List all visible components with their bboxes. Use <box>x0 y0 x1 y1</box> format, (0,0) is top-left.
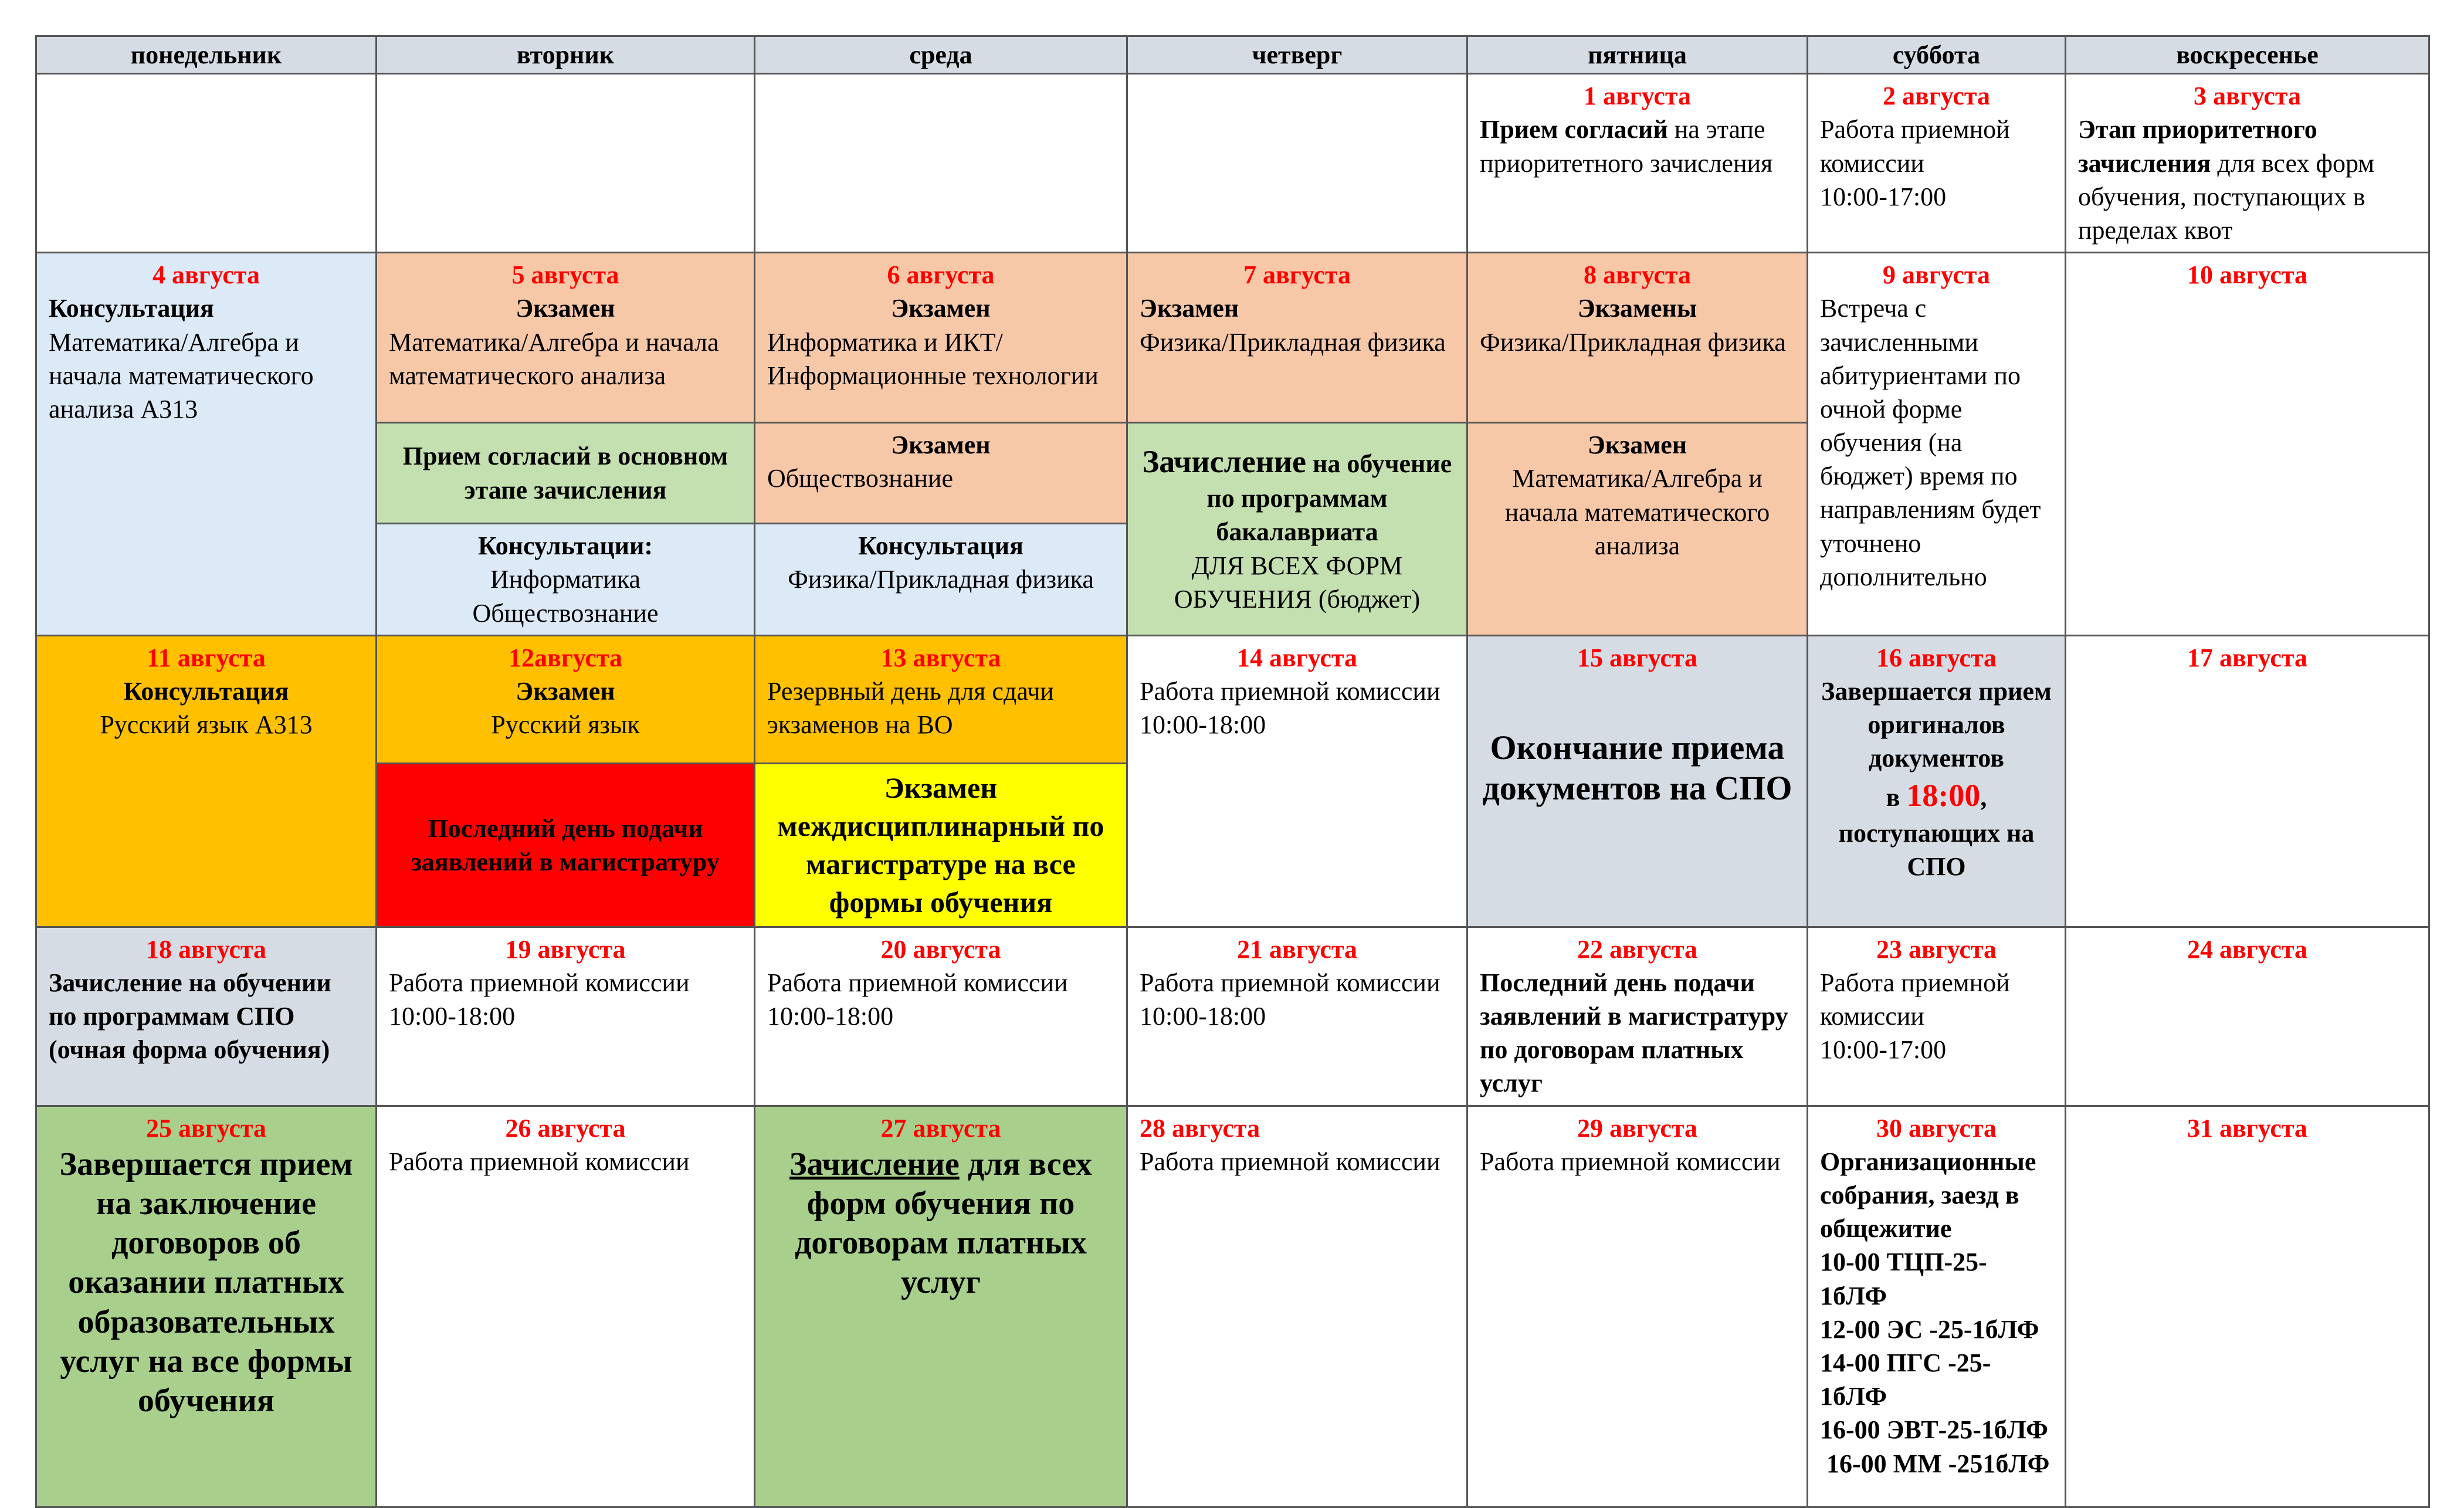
consultations-block <box>377 524 755 636</box>
event-title: Консультация <box>123 676 289 706</box>
event-text: в <box>1886 783 1900 812</box>
header-sunday: воскресенье <box>2066 36 2429 74</box>
event-time: 10:00-17:00 <box>1820 182 1947 211</box>
day-cell-aug-20 <box>755 927 1127 1106</box>
header-wednesday: среда <box>755 36 1127 74</box>
empty-cell <box>377 74 755 253</box>
event-text: Работа приемной комиссии <box>389 968 690 997</box>
event-title: Экзамен <box>516 294 615 323</box>
event-time: 10:00-18:00 <box>767 1002 894 1031</box>
schedule-line: 16-00 ММ -251бЛФ <box>1820 1449 2050 1478</box>
august-calendar <box>35 35 2430 1508</box>
date-label: 5 августа <box>511 260 619 290</box>
event-title: Консультации: <box>477 531 653 561</box>
day-cell-aug-21 <box>1127 927 1467 1106</box>
header-friday: пятница <box>1467 36 1808 74</box>
date-label: 24 августа <box>2187 934 2308 964</box>
date-label: 15 августа <box>1577 643 1698 672</box>
date-label: 28 августа <box>1140 1113 1260 1143</box>
event-title: Этап приоритетного зачисления <box>2078 115 2317 178</box>
day-cell-aug-31 <box>2066 1106 2429 1507</box>
day-cell-aug-24 <box>2066 927 2429 1106</box>
event-text: для всех форм обучения, поступающих в пределах квот <box>2078 148 2375 245</box>
date-label: 16 августа <box>1876 643 1997 672</box>
header-saturday: суббота <box>1808 36 2066 74</box>
header-monday: понедельник <box>36 36 377 74</box>
exam-interdisciplinary-block: Экзамен междисциплинарный по магистратуре на все формы обучения <box>755 763 1127 927</box>
date-label: 26 августа <box>505 1113 626 1143</box>
date-label: 20 августа <box>880 934 1001 964</box>
week-row-1 <box>36 74 2429 253</box>
day-cell-aug-13 <box>755 635 1127 763</box>
day-cell-aug-16 <box>1808 635 2066 927</box>
event-text: Работа приемной комиссии <box>1820 968 2010 1031</box>
event-text: Русский язык А313 <box>100 710 313 740</box>
enrollment-bachelor-block <box>1127 423 1467 636</box>
event-title: Экзамен <box>1587 431 1687 460</box>
event-title: Экзамен <box>891 294 991 323</box>
event-subtitle: на обучение по программам бакалавриата <box>1206 449 1452 547</box>
event-text: Математика/Алгебра и начала математического анализа А313 <box>49 327 314 423</box>
event-text: для всех форм обучения по договорам платных услуг <box>795 1146 1092 1301</box>
day-cell-aug-25 <box>36 1106 377 1507</box>
event-text: Физика/Прикладная физика <box>1140 327 1446 357</box>
date-label: 25 августа <box>145 1113 267 1143</box>
day-cell-aug-29 <box>1467 1106 1808 1507</box>
day-cell-aug-15 <box>1467 635 1808 927</box>
event-title: Консультация <box>49 294 214 323</box>
date-label: 29 августа <box>1577 1113 1698 1143</box>
date-label: 11 августа <box>147 643 266 672</box>
day-cell-aug-11 <box>36 635 377 927</box>
date-label: 19 августа <box>505 934 626 964</box>
consent-acceptance-block: Прием согласий в основном этапе зачисления <box>377 423 755 524</box>
day-cell-aug-18 <box>36 927 377 1106</box>
date-label: 31 августа <box>2187 1113 2308 1143</box>
event-text: Информатика и ИКТ/Информационные технологии <box>767 327 1099 390</box>
day-cell-aug-6 <box>755 253 1127 423</box>
event-title: Зачисление <box>789 1146 960 1182</box>
last-day-masters-applications-block: Последний день подачи заявлений в магистратуру <box>377 763 755 927</box>
event-text: Зачисление на обучении по программам СПО (очная форма обучения) <box>49 968 331 1065</box>
date-label: 12августа <box>508 643 623 672</box>
date-label: 7 августа <box>1243 260 1351 290</box>
day-cell-aug-7 <box>1127 253 1467 423</box>
event-text: Информатика <box>490 565 641 594</box>
event-time: 10:00-18:00 <box>389 1002 516 1031</box>
event-text: Завершается прием на заключение договоров об оказании платных образовательных услуг на все формы обучения <box>59 1146 353 1419</box>
header-tuesday: вторник <box>377 36 755 74</box>
event-title: Экзамен <box>1140 294 1239 323</box>
event-text: Работа приемной комиссии <box>767 968 1068 997</box>
schedule-line: 12-00 ЭС -25-1бЛФ <box>1820 1314 2039 1344</box>
date-label: 14 августа <box>1236 643 1358 672</box>
day-cell-aug-19 <box>377 927 755 1106</box>
day-cell-aug-12 <box>377 635 755 763</box>
event-title: Организационные собрания, заезд в общежитие <box>1820 1147 2036 1243</box>
event-time: 10:00-18:00 <box>1140 1002 1266 1031</box>
event-text: Физика/Прикладная физика <box>788 565 1094 594</box>
date-label: 17 августа <box>2187 643 2308 672</box>
event-text: Математика/Алгебра и начала математического анализа <box>1504 464 1770 560</box>
weekday-header-row <box>36 36 2429 74</box>
empty-cell <box>36 74 377 253</box>
event-title: Прием согласий <box>1480 115 1668 144</box>
event-text: Русский язык <box>491 710 640 740</box>
empty-cell <box>1127 74 1467 253</box>
schedule-line: 16-00 ЭВТ-25-1бЛФ <box>1820 1415 2048 1445</box>
day-cell-aug-17 <box>2066 635 2429 927</box>
event-text: Работа приемной комиссии <box>1480 1147 1781 1176</box>
day-cell-aug-10 <box>2066 253 2429 636</box>
event-text: Встреча с зачисленными абитуриентами по очной форме обучения (на бюджет) время по направлениям будет уточнено дополнительно <box>1820 294 2041 591</box>
week-row-5 <box>36 1106 2429 1507</box>
event-text: Последний день подачи заявлений в магистратуру по договорам платных услуг <box>1480 968 1788 1098</box>
date-label: 13 августа <box>880 643 1001 672</box>
schedule-line: 14-00 ПГС -25-1бЛФ <box>1820 1348 1991 1411</box>
date-label: 30 августа <box>1876 1113 1997 1143</box>
day-cell-aug-4 <box>36 253 377 636</box>
date-label: 9 августа <box>1882 260 1991 290</box>
date-label: 22 августа <box>1577 934 1698 964</box>
event-text: Работа приемной комиссии <box>389 1147 690 1176</box>
day-cell-aug-27 <box>755 1106 1127 1507</box>
day-cell-aug-28 <box>1127 1106 1467 1507</box>
exam-social-studies-block <box>755 423 1127 524</box>
date-label: 27 августа <box>880 1113 1001 1143</box>
event-text: Резервный день для сдачи экзаменов на ВО <box>767 676 1054 740</box>
week-row-3 <box>36 635 2429 763</box>
event-title: Консультация <box>858 531 1023 561</box>
date-label: 21 августа <box>1236 934 1358 964</box>
empty-cell <box>755 74 1127 253</box>
day-cell-aug-22 <box>1467 927 1808 1106</box>
event-text: Работа приемной комиссии <box>1140 676 1441 706</box>
event-text: Работа приемной комиссии <box>1140 968 1441 997</box>
event-text: Обществознание <box>767 464 953 493</box>
event-text: Работа приемной комиссии <box>1820 115 2010 178</box>
day-cell-aug-9 <box>1808 253 2066 636</box>
event-text: Завершается прием оригиналов документов <box>1821 676 2052 773</box>
day-cell-aug-5 <box>377 253 755 423</box>
exam-math-block <box>1467 423 1808 636</box>
day-cell-aug-14 <box>1127 635 1467 927</box>
event-title: Экзамен <box>516 676 615 706</box>
event-text: Математика/Алгебра и начала математического анализа <box>389 327 719 390</box>
day-cell-aug-23 <box>1808 927 2066 1106</box>
day-cell-aug-8 <box>1467 253 1808 423</box>
date-label: 1 августа <box>1583 82 1692 111</box>
event-text: Обществознание <box>472 598 659 628</box>
event-text: Окончание приема документов на СПО <box>1482 728 1792 808</box>
date-label: 18 августа <box>145 934 267 964</box>
week-row-4 <box>36 927 2429 1106</box>
event-text: Работа приемной комиссии <box>1140 1147 1441 1176</box>
event-title: Зачисление <box>1142 443 1307 479</box>
event-time: 10:00-18:00 <box>1140 710 1266 740</box>
date-label: 10 августа <box>2187 260 2308 290</box>
event-time: 10:00-17:00 <box>1820 1035 1947 1065</box>
consultation-physics-block <box>755 524 1127 636</box>
event-text: Физика/Прикладная физика <box>1480 327 1786 357</box>
day-cell-aug-30 <box>1808 1106 2066 1507</box>
event-text: ДЛЯ ВСЕХ ФОРМ ОБУЧЕНИЯ (бюджет) <box>1174 551 1421 614</box>
event-time: 18:00 <box>1906 778 1981 814</box>
date-label: 4 августа <box>152 260 260 290</box>
date-label: 8 августа <box>1583 260 1692 290</box>
day-cell-aug-2 <box>1808 74 2066 253</box>
header-thursday: четверг <box>1127 36 1467 74</box>
date-label: 3 августа <box>2193 82 2302 111</box>
week-row-2 <box>36 253 2429 423</box>
day-cell-aug-26 <box>377 1106 755 1507</box>
schedule-line: 10-00 ТЦП-25-1бЛФ <box>1820 1248 1987 1310</box>
event-text: , поступающих на СПО <box>1838 783 2035 881</box>
event-title: Экзамены <box>1577 294 1697 323</box>
event-title: Экзамен <box>891 431 991 460</box>
day-cell-aug-3 <box>2066 74 2429 253</box>
event-text: на этапе приоритетного зачисления <box>1480 115 1773 178</box>
date-label: 23 августа <box>1876 934 1997 964</box>
date-label: 6 августа <box>887 260 995 290</box>
day-cell-aug-1 <box>1467 74 1808 253</box>
date-label: 2 августа <box>1882 82 1991 111</box>
